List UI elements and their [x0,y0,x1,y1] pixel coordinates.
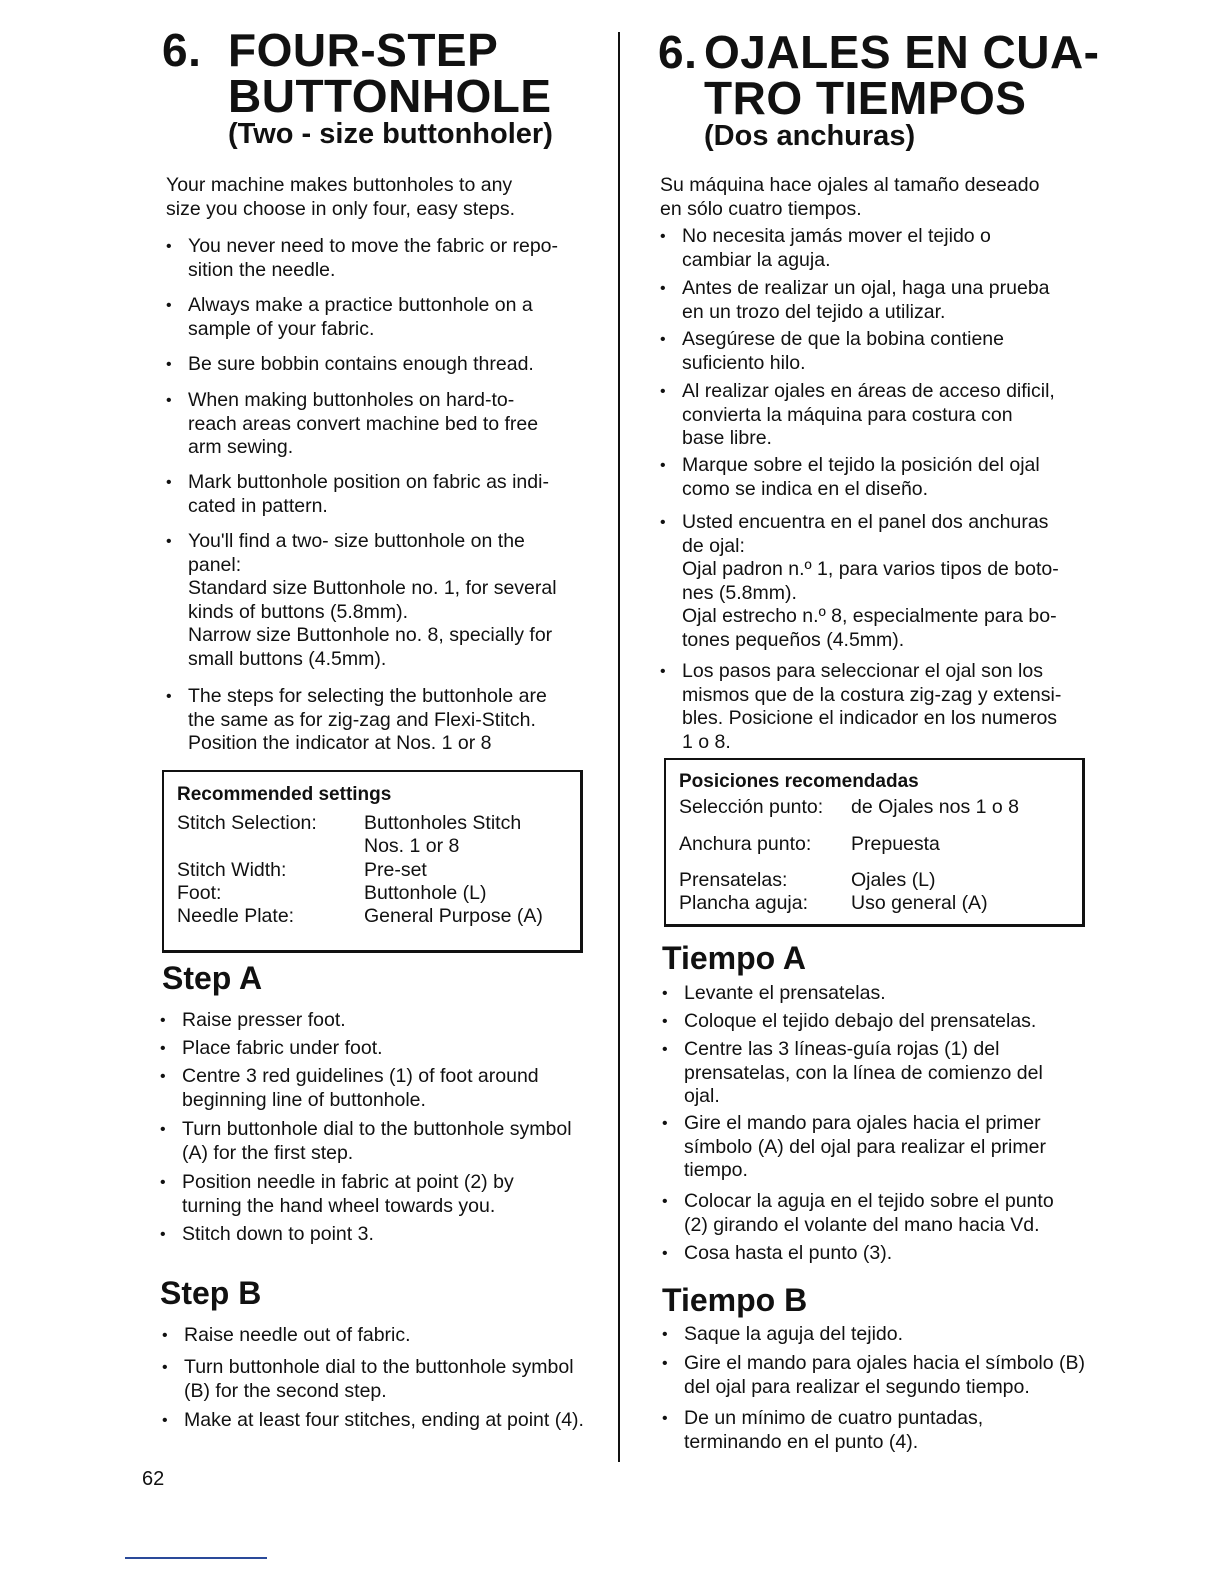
settings-row [679,869,936,893]
tip-item [660,380,1055,451]
step-a-item [160,1171,514,1218]
settings-value: Nos. 1 or 8 [364,835,460,857]
tip-item-line: • You never need to move the fabric or repo- [188,235,559,257]
step-b-item-line: (B) for the second step. [184,1379,387,1402]
step-b-item-line: del ojal para realizar el segundo tiempo. [684,1375,1030,1398]
step-a-item-line: símbolo (A) del ojal para realizar el primer [684,1135,1046,1158]
step-a-item [662,1010,1036,1034]
step-b-item [162,1409,584,1433]
tip-item [660,511,1059,652]
settings-row [679,833,940,857]
settings-value: de Ojales nos 1 o 8 [851,796,1020,818]
step-a-item [160,1118,572,1165]
step-a-item-line: turning the hand wheel towards you. [182,1194,496,1217]
column-divider [618,32,620,1462]
tip-item-line: sample of your fabric. [188,317,375,340]
tip-item [166,685,547,756]
tip-item [166,389,538,460]
page-number: 62 [142,1468,165,1490]
tip-item-line: 1 o 8. [682,730,731,753]
step-b-item-line: • Make at least four stitches, ending at point (4). [184,1409,584,1431]
step-a-heading-es: Tiempo A [662,940,807,976]
tip-item-line: • Always make a practice buttonhole on a [188,294,533,316]
tip-item [660,328,1004,375]
settings-label: Stitch Selection: [177,812,317,834]
step-a-item-line: • Gire el mando para ojales hacia el primer [684,1112,1041,1134]
intro-line: Your machine makes buttonholes to any [166,174,513,196]
settings-label: Plancha aguja: [679,892,809,914]
settings-row [679,796,1020,820]
tip-item-line: en un trozo del tejido a utilizar. [682,300,946,323]
title-line-2: BUTTONHOLE [228,70,552,122]
step-a-item-line: • Centre las 3 líneas-guía rojas (1) del [684,1038,1000,1060]
tip-item [166,294,533,341]
settings-row [177,812,522,836]
intro-line: Su máquina hace ojales al tamaño deseado [660,174,1040,196]
settings-label: Foot: [177,882,222,904]
tip-item-line: • Antes de realizar un ojal, haga una prueba [682,277,1050,299]
tip-item-line: • Usted encuentra en el panel dos anchuras [682,511,1049,533]
recommended-settings-box-es [664,758,1085,927]
tip-item [166,530,557,671]
settings-row [177,859,427,883]
step-a-item-line: • Stitch down to point 3. [182,1223,374,1245]
step-a-item-line: • Turn buttonhole dial to the buttonhole symbol [182,1118,572,1140]
tip-item-line: Narrow size Buttonhole no. 8, specially for [188,624,553,646]
settings-label: Stitch Width: [177,859,287,881]
tip-item-line: • Los pasos para seleccionar el ojal son los [682,660,1043,682]
tip-item-line: panel: [188,553,242,576]
settings-value: General Purpose (A) [364,905,543,927]
settings-value: Prepuesta [851,833,940,855]
tip-item-line: cambiar la aguja. [682,248,831,271]
step-b-item [162,1324,411,1348]
subtitle-es: (Dos anchuras) [704,120,916,152]
step-a-item [662,1038,1043,1109]
settings-label: Selección punto: [679,796,824,818]
tip-item-line: • When making buttonholes on hard-to- [188,389,515,411]
settings-title: Posiciones recomendadas [679,771,919,792]
tip-item-line: • Asegúrese de que la bobina contiene [682,328,1004,350]
step-a-item-line: ojal. [684,1085,720,1107]
step-a-item-line: • Cosa hasta el punto (3). [684,1242,893,1264]
tip-item [660,660,1061,754]
tip-item-line: small buttons (4.5mm). [188,647,387,670]
tip-item-line: mismos que de la costura zig-zag y extensi- [682,683,1062,706]
step-b-item [662,1323,903,1347]
step-a-item-line: • Position needle in fabric at point (2) by [182,1171,514,1193]
step-a-item-line: • Colocar la aguja en el tejido sobre el punto [684,1190,1054,1212]
intro-paragraph [166,174,515,221]
section-number: 6. [162,24,202,76]
title-line-1: OJALES EN CUA- [704,26,1100,78]
step-a-item [160,1223,374,1247]
tip-item-line: Ojal estrecho n.º 8, especialmente para bo- [682,605,1057,627]
intro-paragraph-es [660,174,1039,221]
settings-row [679,892,988,916]
step-a-item [662,1190,1054,1237]
tip-item-line: suficiento hilo. [682,351,806,374]
tip-item-line: Standard size Buttonhole no. 1, for several [188,577,557,599]
step-b-heading-es: Tiempo B [662,1282,808,1318]
step-a-item [662,982,886,1006]
step-b-item-line: • Saque la aguja del tejido. [684,1323,904,1345]
tip-item [660,225,991,272]
intro-line: en sólo cuatro tiempos. [660,197,862,220]
step-b-heading: Step B [160,1275,262,1311]
recommended-settings-box [162,770,583,953]
settings-value: Ojales (L) [851,869,936,891]
tip-item-line: arm sewing. [188,436,294,458]
step-b-item-line: • Gire el mando para ojales hacia el símbolo (B) [684,1352,1086,1374]
tip-item-line: reach areas convert machine bed to free [188,412,539,435]
tip-item-line: base libre. [682,427,772,449]
step-a-item-line: (2) girando el volante del mano hacia Vd. [684,1213,1040,1236]
tip-item-line: Position the indicator at Nos. 1 or 8 [188,732,492,754]
step-a-item-line: beginning line of buttonhole. [182,1088,426,1111]
step-a-item-line: • Coloque el tejido debajo del prensatelas. [684,1010,1037,1032]
tip-item-line: bles. Posicione el indicador en los numeros [682,707,1058,729]
step-b-item [662,1352,1085,1399]
settings-label: Anchura punto: [679,833,812,855]
step-a-item [662,1242,892,1266]
tip-item-line: nes (5.8mm). [682,581,797,604]
step-b-item [162,1356,574,1403]
step-a-item-line: • Centre 3 red guidelines (1) of foot around [182,1065,539,1087]
settings-row [177,882,487,906]
step-a-item-line: tiempo. [684,1159,748,1181]
tip-item-line: • Be sure bobbin contains enough thread. [188,353,534,375]
tip-item-line: the same as for zig-zag and Flexi-Stitch. [188,708,536,731]
settings-value: Buttonhole (L) [364,882,487,904]
step-a-item-line: • Levante el prensatelas. [684,982,886,1004]
step-a-item-line: prensatelas, con la línea de comienzo del [684,1061,1043,1084]
step-b-item [662,1407,983,1454]
step-a-heading: Step A [162,960,263,996]
subtitle: (Two - size buttonholer) [228,118,553,150]
step-a-item [160,1009,346,1033]
settings-row [177,905,543,929]
tip-item-line: • No necesita jamás mover el tejido o [682,225,991,247]
tip-item [166,471,549,518]
settings-value: Uso general (A) [851,892,988,914]
tip-item-line: como se indica en el diseño. [682,477,929,500]
step-a-item [160,1065,539,1112]
tip-item [166,353,534,377]
tip-item-line: convierta la máquina para costura con [682,403,1013,426]
step-b-item-line: • Turn buttonhole dial to the buttonhole symbol [184,1356,574,1378]
step-a-item [160,1037,383,1061]
step-b-item-line: • Raise needle out of fabric. [184,1324,411,1346]
footer-rule [125,1557,267,1559]
tip-item-line: • Mark buttonhole position on fabric as indi- [188,471,549,493]
title-line-2: TRO TIEMPOS [704,72,1027,124]
tip-item-line: de ojal: [682,534,745,557]
tip-item [660,277,1050,324]
step-a-item [662,1112,1046,1183]
settings-label: Prensatelas: [679,869,788,891]
settings-value: Buttonholes Stitch [364,812,522,834]
tip-item-line: tones pequeños (4.5mm). [682,628,905,651]
tip-item [166,235,558,282]
intro-line: size you choose in only four, easy steps. [166,197,516,220]
settings-value: Pre-set [364,859,427,881]
tip-item-line: Ojal padron n.º 1, para varios tipos de boto- [682,558,1059,580]
tip-item-line: • Marque sobre el tejido la posición del ojal [682,454,1040,476]
settings-title: Recommended settings [177,784,392,805]
settings-label: Needle Plate: [177,905,295,927]
step-a-item-line: • Place fabric under foot. [182,1037,383,1059]
title-line-1: FOUR-STEP [228,24,499,76]
tip-item [660,454,1040,501]
tip-item-line: sition the needle. [188,258,336,281]
tip-item-line: • The steps for selecting the buttonhole are [188,685,547,707]
step-b-item-line: • De un mínimo de cuatro puntadas, [684,1407,984,1429]
tip-item-line: cated in pattern. [188,494,328,517]
tip-item-line: • Al realizar ojales en áreas de acceso dificil, [682,380,1055,402]
tip-item-line: • You'll find a two- size buttonhole on the [188,530,525,552]
step-a-item-line: • Raise presser foot. [182,1009,346,1031]
step-a-item-line: (A) for the first step. [182,1141,354,1164]
section-number: 6. [658,26,698,78]
tip-item-line: kinds of buttons (5.8mm). [188,600,409,623]
step-b-item-line: terminando en el punto (4). [684,1430,919,1453]
